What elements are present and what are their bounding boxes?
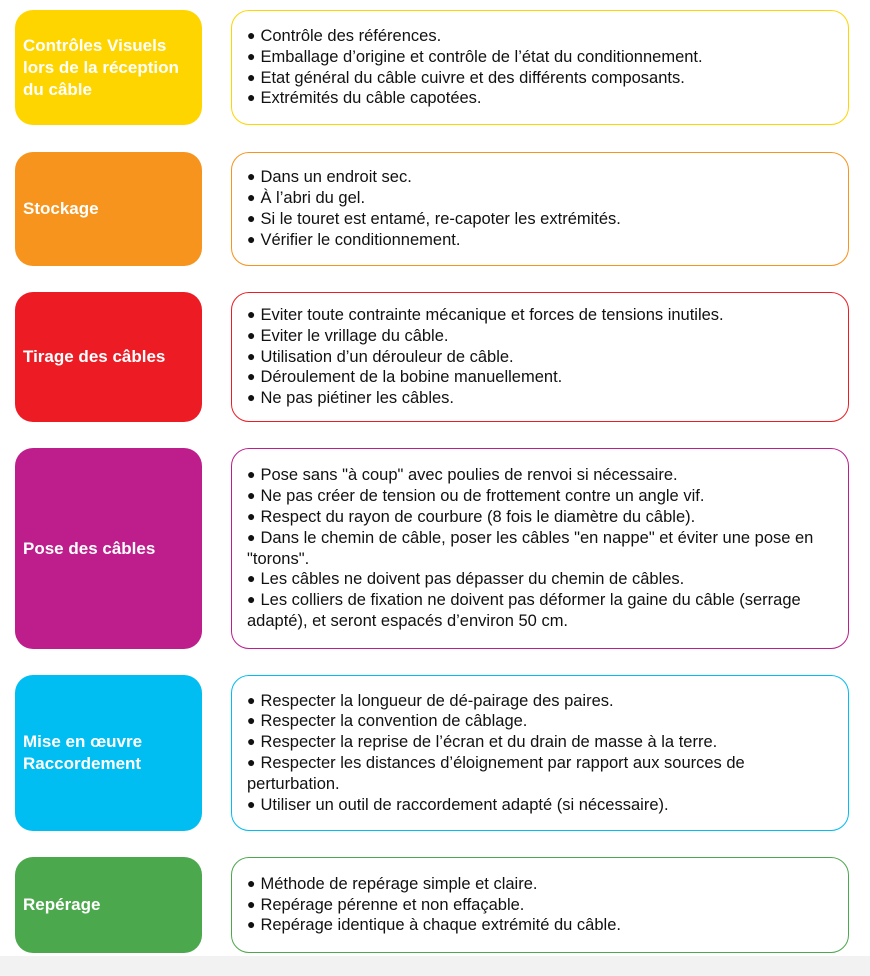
list-item: ● Respect du rayon de courbure (8 fois le diamètre du câble). [247,507,836,528]
section-title-box [15,292,202,422]
list-item: ● Extrémités du câble capotées. [247,88,703,109]
list-item: ● Respecter la reprise de l’écran et du drain de masse à la terre. [247,732,836,753]
list-item: ● Eviter toute contrainte mécanique et forces de tensions inutiles. [247,305,724,326]
section-items-list [247,874,621,936]
list-item: ● Déroulement de la bobine manuellement. [247,367,724,388]
list-item: ● Pose sans "à coup" avec poulies de renvoi si nécessaire. [247,465,836,486]
section-title-box [15,448,202,649]
section-title: Pose des câbles [23,538,156,558]
section-title: Mise en œuvre Raccordement [23,732,143,773]
section-items-box [231,10,849,125]
section-items-list [247,305,724,409]
bottom-strip [0,956,870,976]
list-item: ● Les câbles ne doivent pas dépasser du chemin de câbles. [247,569,836,590]
section-title-box [15,152,202,266]
section-items-box [231,448,849,649]
section-items-list [247,465,836,631]
list-item: ● Emballage d’origine et contrôle de l’état du conditionnement. [247,47,703,68]
list-item: ● Utilisation d’un dérouleur de câble. [247,347,724,368]
section-items-list [247,691,836,816]
list-item: ● Si le touret est entamé, re-capoter les extrémités. [247,209,621,230]
section-title-box [15,857,202,953]
list-item: ● Repérage identique à chaque extrémité du câble. [247,915,621,936]
list-item: ● Contrôle des références. [247,26,703,47]
list-item: ● Ne pas créer de tension ou de frottement contre un angle vif. [247,486,836,507]
section-title: Repérage [23,895,101,914]
list-item: ● Eviter le vrillage du câble. [247,326,724,347]
section-title-box [15,10,202,125]
section-items-list [247,167,621,250]
list-item: ● Respecter la convention de câblage. [247,711,836,732]
section-items-box [231,152,849,266]
list-item: ● À l’abri du gel. [247,188,621,209]
section-title-box [15,675,202,831]
section-title: Contrôles Visuels lors de la réception du câble [23,35,179,99]
list-item: ● Respecter la longueur de dé-pairage des paires. [247,691,836,712]
list-item: ● Respecter les distances d’éloignement par rapport aux sources de perturbation. [247,753,836,795]
section-title: Stockage [23,199,99,218]
section-items-box [231,675,849,831]
section-items-box [231,857,849,953]
list-item: ● Dans un endroit sec. [247,167,621,188]
list-item: ● Vérifier le conditionnement. [247,230,621,251]
section-items-box [231,292,849,422]
list-item: ● Les colliers de fixation ne doivent pas déformer la gaine du câble (serrage adapté), et seront espacés d’environ 50 cm. [247,590,836,632]
list-item: ● Repérage pérenne et non effaçable. [247,895,621,916]
list-item: ● Dans le chemin de câble, poser les câbles "en nappe" et éviter une pose en "torons". [247,528,836,570]
list-item: ● Etat général du câble cuivre et des différents composants. [247,68,703,89]
list-item: ● Méthode de repérage simple et claire. [247,874,621,895]
section-items-list [247,26,703,109]
section-title: Tirage des câbles [23,347,166,366]
list-item: ● Ne pas piétiner les câbles. [247,388,724,409]
list-item: ● Utiliser un outil de raccordement adapté (si nécessaire). [247,795,836,816]
